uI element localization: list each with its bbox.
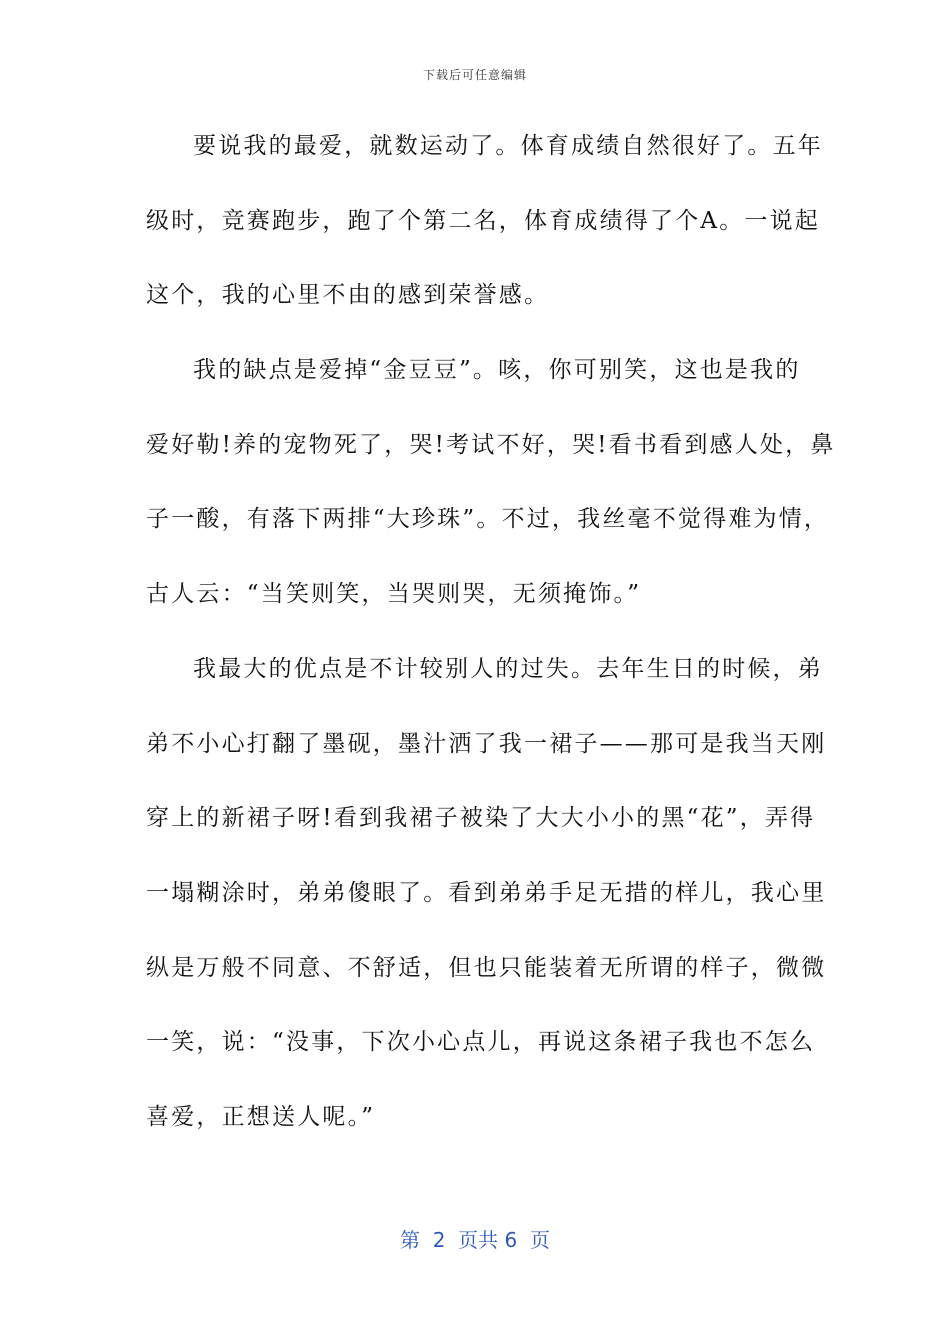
paragraph-1 xyxy=(146,120,823,344)
text-line: 纵是万般不同意、不舒适，但也只能装着无所谓的样子，微微 xyxy=(146,954,827,981)
text-line: 级时，竞赛跑步，跑了个第二名，体育成绩得了个A。一说起 xyxy=(146,207,821,234)
text-line: 爱好勒!养的宠物死了，哭!考试不好，哭!看书看到感人处，鼻 xyxy=(146,431,836,458)
text-line: 穿上的新裙子呀!看到我裙子被染了大大小小的黑“花”，弄得 xyxy=(146,805,816,832)
text-line: 一笑，说：“没事，下次小心点儿，再说这条裙子我也不怎么 xyxy=(146,1029,816,1056)
paragraph-3 xyxy=(146,643,827,1166)
text-line: 要说我的最爱，就数运动了。体育成绩自然很好了。五年 xyxy=(193,133,823,159)
document-body xyxy=(146,120,836,1166)
text-line: 这个，我的心里不由的感到荣誉感。 xyxy=(146,282,550,309)
text-line: 子一酸，有落下两排“大珍珠”。不过，我丝毫不觉得难为情， xyxy=(146,506,830,533)
text-line: 弟不小心打翻了墨砚，墨汁洒了我一裙子——那可是我当天刚 xyxy=(146,730,827,757)
text-line: 喜爱，正想送人呢。” xyxy=(146,1103,376,1130)
page-number: 第 2 页共 6 页 xyxy=(400,1228,550,1252)
text-line: 一塌糊涂时，弟弟傻眼了。看到弟弟手足无措的样儿，我心里 xyxy=(146,879,827,906)
text-line: 古人云：“当笑则笑，当哭则哭，无须掩饰。” xyxy=(146,581,642,608)
paragraph-2 xyxy=(146,344,836,643)
text-line: 我最大的优点是不计较别人的过失。去年生日的时候，弟 xyxy=(193,655,823,682)
header-note: 下载后可任意编辑 xyxy=(422,68,527,82)
text-line: 我的缺点是爱掉“金豆豆”。咳，你可别笑，这也是我的 xyxy=(193,357,801,384)
